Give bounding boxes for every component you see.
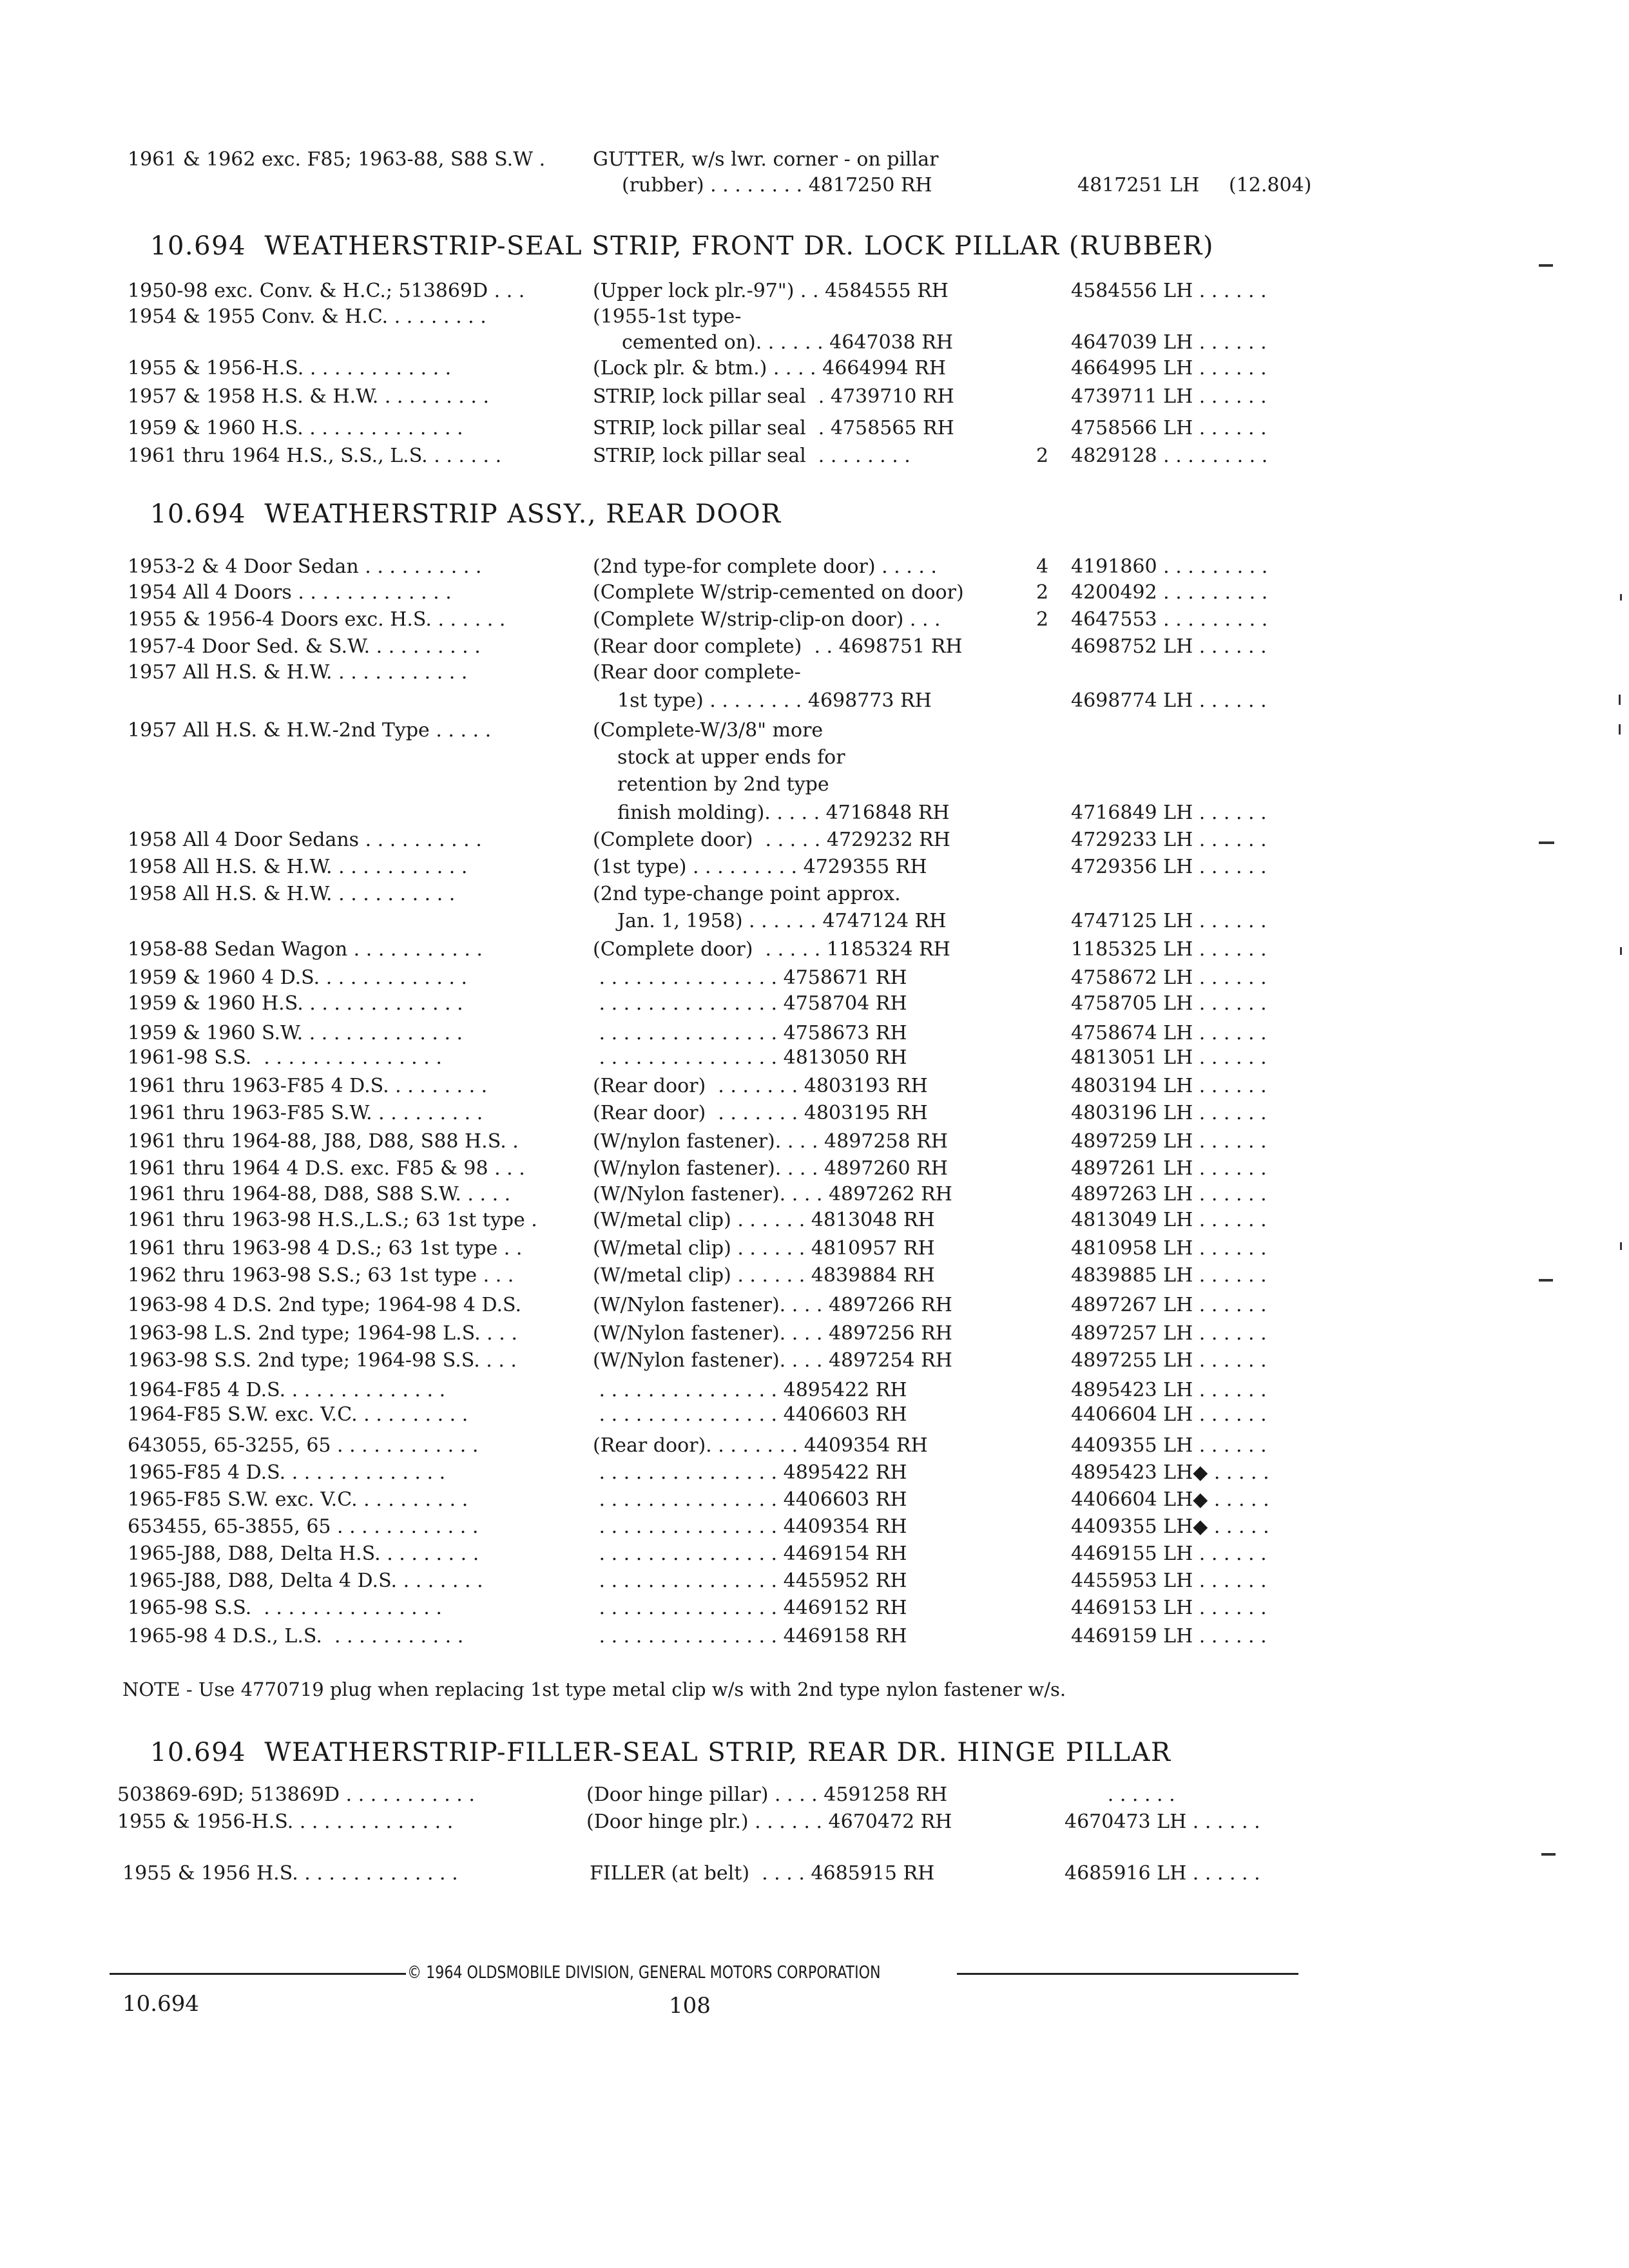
margin-mark xyxy=(1620,1242,1622,1250)
lh-part: 4729356 LH . . . . . . xyxy=(1071,856,1267,878)
application: 1955 & 1956 H.S. . . . . . . . . . . . . . xyxy=(122,1862,458,1885)
description: stock at upper ends for xyxy=(617,746,845,769)
application: 1965-F85 4 D.S. . . . . . . . . . . . . . xyxy=(128,1461,446,1484)
lh-part: 4839885 LH . . . . . . xyxy=(1071,1264,1267,1287)
description: . . . . . . . . . . . . . . . 4409354 RH xyxy=(593,1515,907,1538)
description: (W/Nylon fastener). . . . 4897266 RH xyxy=(593,1294,952,1316)
application: 1965-F85 S.W. exc. V.C. . . . . . . . . . xyxy=(128,1488,468,1511)
lh-part: 4191860 . . . . . . . . . xyxy=(1071,555,1268,578)
lh-part: 4469155 LH . . . . . . xyxy=(1071,1542,1267,1565)
description: (W/nylon fastener). . . . 4897260 RH xyxy=(593,1157,948,1180)
description: (Complete W/strip-clip-on door) . . . xyxy=(593,608,941,631)
description: . . . . . . . . . . . . . . . 4758671 RH xyxy=(593,966,907,989)
lh-part: 4897255 LH . . . . . . xyxy=(1071,1349,1267,1372)
lh-part: 4813051 LH . . . . . . xyxy=(1071,1046,1267,1069)
application: 1955 & 1956-H.S. . . . . . . . . . . . . xyxy=(128,357,452,380)
description: (rubber) . . . . . . . . 4817250 RH xyxy=(622,174,932,197)
margin-mark xyxy=(1539,264,1553,267)
application: 653455, 65-3855, 65 . . . . . . . . . . . . xyxy=(128,1515,479,1538)
description: . . . . . . . . . . . . . . . 4406603 RH xyxy=(593,1403,907,1426)
lh-part: 4758674 LH . . . . . . xyxy=(1071,1022,1267,1044)
lh-part: 4817251 LH xyxy=(1077,174,1200,197)
description: (W/Nylon fastener). . . . 4897254 RH xyxy=(593,1349,952,1372)
description: . . . . . . . . . . . . . . . 4406603 RH xyxy=(593,1488,907,1511)
application: 1965-98 S.S. . . . . . . . . . . . . . . . xyxy=(128,1597,442,1619)
lh-part: . . . . . . xyxy=(1065,1783,1175,1806)
description: 1st type) . . . . . . . . 4698773 RH xyxy=(617,689,932,712)
lh-part: 4455953 LH . . . . . . xyxy=(1071,1570,1267,1592)
lh-part: 4758705 LH . . . . . . xyxy=(1071,992,1267,1015)
lh-part: 4685916 LH . . . . . . xyxy=(1065,1862,1260,1885)
description: . . . . . . . . . . . . . . . 4455952 RH xyxy=(593,1570,907,1592)
description: (Rear door). . . . . . . . 4409354 RH xyxy=(593,1434,928,1457)
description: finish molding). . . . . 4716848 RH xyxy=(617,802,950,824)
application: 1958 All H.S. & H.W. . . . . . . . . . . xyxy=(128,883,456,905)
description: (Rear door complete- xyxy=(593,661,801,684)
description: (Rear door) . . . . . . . 4803195 RH xyxy=(593,1102,928,1124)
application: 1959 & 1960 4 D.S. . . . . . . . . . . . . xyxy=(128,966,468,989)
application: 1963-98 4 D.S. 2nd type; 1964-98 4 D.S. xyxy=(128,1294,522,1316)
description: (Rear door complete) . . 4698751 RH xyxy=(593,635,963,658)
lh-part: 4810958 LH . . . . . . xyxy=(1071,1237,1267,1260)
description: (W/metal clip) . . . . . . 4810957 RH xyxy=(593,1237,935,1260)
lh-part: 4895423 LH◆ . . . . . xyxy=(1071,1461,1269,1484)
description: cemented on). . . . . . 4647038 RH xyxy=(622,331,954,354)
margin-mark xyxy=(1539,841,1554,844)
lh-part: 4897257 LH . . . . . . xyxy=(1071,1322,1267,1345)
description: (W/metal clip) . . . . . . 4839884 RH xyxy=(593,1264,935,1287)
application: 1958 All H.S. & H.W. . . . . . . . . . . . xyxy=(128,856,468,878)
margin-mark xyxy=(1541,1853,1556,1856)
application: 1955 & 1956-H.S. . . . . . . . . . . . . . xyxy=(117,1811,454,1833)
lh-part: 4897263 LH . . . . . . xyxy=(1071,1183,1267,1206)
application: 1961 thru 1963-F85 4 D.S. . . . . . . . . xyxy=(128,1075,488,1097)
application: 1963-98 L.S. 2nd type; 1964-98 L.S. . . . xyxy=(128,1322,517,1345)
description: (W/metal clip) . . . . . . 4813048 RH xyxy=(593,1209,935,1231)
description: (W/Nylon fastener). . . . 4897262 RH xyxy=(593,1183,952,1206)
lh-part: 4469159 LH . . . . . . xyxy=(1071,1625,1267,1648)
description: STRIP, lock pillar seal . 4758565 RH xyxy=(593,417,954,439)
lh-part: 4803196 LH . . . . . . xyxy=(1071,1102,1267,1124)
description: . . . . . . . . . . . . . . . 4895422 RH xyxy=(593,1461,907,1484)
lh-part: 4698752 LH . . . . . . xyxy=(1071,635,1267,658)
description: (Door hinge plr.) . . . . . . 4670472 RH xyxy=(586,1811,952,1833)
application: 1958 All 4 Door Sedans . . . . . . . . . . xyxy=(128,829,482,851)
description: GUTTER, w/s lwr. corner - on pillar xyxy=(593,148,939,171)
application: 1957 & 1958 H.S. & H.W. . . . . . . . . . xyxy=(128,385,489,408)
section-heading: 10.694 WEATHERSTRIP-FILLER-SEAL STRIP, REAR DR. HINGE PILLAR xyxy=(150,1738,1171,1767)
description: (Door hinge pillar) . . . . 4591258 RH xyxy=(586,1783,948,1806)
description: (1st type) . . . . . . . . . 4729355 RH xyxy=(593,856,927,878)
application: 1964-F85 4 D.S. . . . . . . . . . . . . . xyxy=(128,1379,446,1401)
margin-mark xyxy=(1620,594,1622,601)
description: . . . . . . . . . . . . . . . 4758704 RH xyxy=(593,992,907,1015)
lh-part: 4409355 LH◆ . . . . . xyxy=(1071,1515,1269,1538)
description: (Complete-W/3/8" more xyxy=(593,719,824,742)
lh-part: 4406604 LH◆ . . . . . xyxy=(1071,1488,1269,1511)
application: 1961-98 S.S. . . . . . . . . . . . . . . . xyxy=(128,1046,442,1069)
application: 1954 & 1955 Conv. & H.C. . . . . . . . . xyxy=(128,305,487,328)
application: 1953-2 & 4 Door Sedan . . . . . . . . . . xyxy=(128,555,482,578)
lh-part: 4897261 LH . . . . . . xyxy=(1071,1157,1267,1180)
description: . . . . . . . . . . . . . . . 4758673 RH xyxy=(593,1022,907,1044)
section-number: 10.694 xyxy=(122,1991,199,2017)
lh-part: 4803194 LH . . . . . . xyxy=(1071,1075,1267,1097)
application: 503869-69D; 513869D . . . . . . . . . . . xyxy=(117,1783,475,1806)
quantity: 4 xyxy=(1036,555,1049,578)
application: 1961 thru 1964-88, J88, D88, S88 H.S. . xyxy=(128,1130,519,1153)
copyright-notice: © 1964 OLDSMOBILE DIVISION, GENERAL MOTORS CORPORATION xyxy=(407,1963,881,1983)
description: FILLER (at belt) . . . . 4685915 RH xyxy=(590,1862,935,1885)
application: 1958-88 Sedan Wagon . . . . . . . . . . . xyxy=(128,938,483,961)
section-heading: 10.694 WEATHERSTRIP-SEAL STRIP, FRONT DR. LOCK PILLAR (RUBBER) xyxy=(150,231,1214,261)
application: 1961 thru 1963-98 4 D.S.; 63 1st type . . xyxy=(128,1237,523,1260)
description: (2nd type-change point approx. xyxy=(593,883,901,905)
description: . . . . . . . . . . . . . . . 4813050 RH xyxy=(593,1046,907,1069)
description: Jan. 1, 1958) . . . . . . 4747124 RH xyxy=(617,910,947,932)
margin-mark xyxy=(1619,695,1621,705)
description: (Upper lock plr.-97") . . 4584555 RH xyxy=(593,280,949,302)
application: 1965-J88, D88, Delta 4 D.S. . . . . . . . xyxy=(128,1570,483,1592)
description: STRIP, lock pillar seal . . . . . . . . xyxy=(593,445,911,467)
lh-part: 4747125 LH . . . . . . xyxy=(1071,910,1267,932)
lh-part: 4647039 LH . . . . . . xyxy=(1071,331,1267,354)
lh-part: 4829128 . . . . . . . . . xyxy=(1071,445,1268,467)
application: 1964-F85 S.W. exc. V.C. . . . . . . . . . xyxy=(128,1403,468,1426)
description: (Complete W/strip-cemented on door) xyxy=(593,581,964,604)
lh-part: 4758672 LH . . . . . . xyxy=(1071,966,1267,989)
application: 643055, 65-3255, 65 . . . . . . . . . . . . xyxy=(128,1434,479,1457)
quantity: 2 xyxy=(1036,445,1049,467)
application: 1965-J88, D88, Delta H.S. . . . . . . . . xyxy=(128,1542,479,1565)
description: (2nd type-for complete door) . . . . . xyxy=(593,555,937,578)
lh-part: 4716849 LH . . . . . . xyxy=(1071,802,1267,824)
application: 1962 thru 1963-98 S.S.; 63 1st type . . . xyxy=(128,1264,514,1287)
description: (1955-1st type- xyxy=(593,305,742,328)
lh-part: 4584556 LH . . . . . . xyxy=(1071,280,1267,302)
footer-rule-left xyxy=(110,1973,406,1975)
lh-part: 4670473 LH . . . . . . xyxy=(1065,1811,1260,1833)
margin-mark xyxy=(1539,1279,1553,1282)
description: (Lock plr. & btm.) . . . . 4664994 RH xyxy=(593,357,947,380)
application: 1955 & 1956-4 Doors exc. H.S. . . . . . . xyxy=(128,608,506,631)
lh-part: 4406604 LH . . . . . . xyxy=(1071,1403,1267,1426)
lh-part: 4647553 . . . . . . . . . xyxy=(1071,608,1268,631)
application: 1961 thru 1963-98 H.S.,L.S.; 63 1st type . xyxy=(128,1209,537,1231)
application: 1957-4 Door Sed. & S.W. . . . . . . . . . xyxy=(128,635,481,658)
description: retention by 2nd type xyxy=(617,773,829,796)
application: 1961 thru 1964-88, D88, S88 S.W. . . . . xyxy=(128,1183,511,1206)
lh-part: 4409355 LH . . . . . . xyxy=(1071,1434,1267,1457)
margin-mark xyxy=(1619,724,1621,735)
page-number: 108 xyxy=(669,1993,711,2019)
application: 1959 & 1960 H.S. . . . . . . . . . . . . . xyxy=(128,992,463,1015)
lh-part: 1185325 LH . . . . . . xyxy=(1071,938,1267,961)
note-text: NOTE - Use 4770719 plug when replacing 1st type metal clip w/s with 2nd type nylon fastener w/s. xyxy=(122,1678,1066,1700)
description: . . . . . . . . . . . . . . . 4469158 RH xyxy=(593,1625,907,1648)
application: 1954 All 4 Doors . . . . . . . . . . . . . xyxy=(128,581,452,604)
application: 1959 & 1960 H.S. . . . . . . . . . . . . . xyxy=(128,417,463,439)
application: 1965-98 4 D.S., L.S. . . . . . . . . . . . xyxy=(128,1625,464,1648)
lh-part: 4664995 LH . . . . . . xyxy=(1071,357,1267,380)
description: (W/nylon fastener). . . . 4897258 RH xyxy=(593,1130,948,1153)
description: (Complete door) . . . . . 4729232 RH xyxy=(593,829,950,851)
application: 1957 All H.S. & H.W. . . . . . . . . . . . xyxy=(128,661,468,684)
application: 1961 thru 1964 H.S., S.S., L.S. . . . . . . xyxy=(128,445,502,467)
quantity: 2 xyxy=(1036,581,1049,604)
application: 1957 All H.S. & H.W.-2nd Type . . . . . xyxy=(128,719,492,742)
lh-part: 4813049 LH . . . . . . xyxy=(1071,1209,1267,1231)
application: 1961 thru 1964 4 D.S. exc. F85 & 98 . . . xyxy=(128,1157,525,1180)
description: . . . . . . . . . . . . . . . 4895422 RH xyxy=(593,1379,907,1401)
application: 1963-98 S.S. 2nd type; 1964-98 S.S. . . . xyxy=(128,1349,517,1372)
description: (W/Nylon fastener). . . . 4897256 RH xyxy=(593,1322,952,1345)
application: 1961 & 1962 exc. F85; 1963-88, S88 S.W . xyxy=(128,148,546,171)
description: . . . . . . . . . . . . . . . 4469154 RH xyxy=(593,1542,907,1565)
lh-part: 4200492 . . . . . . . . . xyxy=(1071,581,1268,604)
description: (Complete door) . . . . . 1185324 RH xyxy=(593,938,950,961)
lh-part: 4698774 LH . . . . . . xyxy=(1071,689,1267,712)
group-ref: (12.804) xyxy=(1229,174,1312,197)
lh-part: 4758566 LH . . . . . . xyxy=(1071,417,1267,439)
application: 1959 & 1960 S.W. . . . . . . . . . . . . . xyxy=(128,1022,463,1044)
application: 1950-98 exc. Conv. & H.C.; 513869D . . . xyxy=(128,280,525,302)
lh-part: 4895423 LH . . . . . . xyxy=(1071,1379,1267,1401)
description: (Rear door) . . . . . . . 4803193 RH xyxy=(593,1075,928,1097)
footer-rule-right xyxy=(957,1973,1298,1975)
application: 1961 thru 1963-F85 S.W. . . . . . . . . . xyxy=(128,1102,483,1124)
quantity: 2 xyxy=(1036,608,1049,631)
description: . . . . . . . . . . . . . . . 4469152 RH xyxy=(593,1597,907,1619)
lh-part: 4897259 LH . . . . . . xyxy=(1071,1130,1267,1153)
lh-part: 4897267 LH . . . . . . xyxy=(1071,1294,1267,1316)
section-heading: 10.694 WEATHERSTRIP ASSY., REAR DOOR xyxy=(150,499,782,529)
description: STRIP, lock pillar seal . 4739710 RH xyxy=(593,385,954,408)
lh-part: 4729233 LH . . . . . . xyxy=(1071,829,1267,851)
lh-part: 4469153 LH . . . . . . xyxy=(1071,1597,1267,1619)
margin-mark xyxy=(1620,947,1622,955)
lh-part: 4739711 LH . . . . . . xyxy=(1071,385,1267,408)
